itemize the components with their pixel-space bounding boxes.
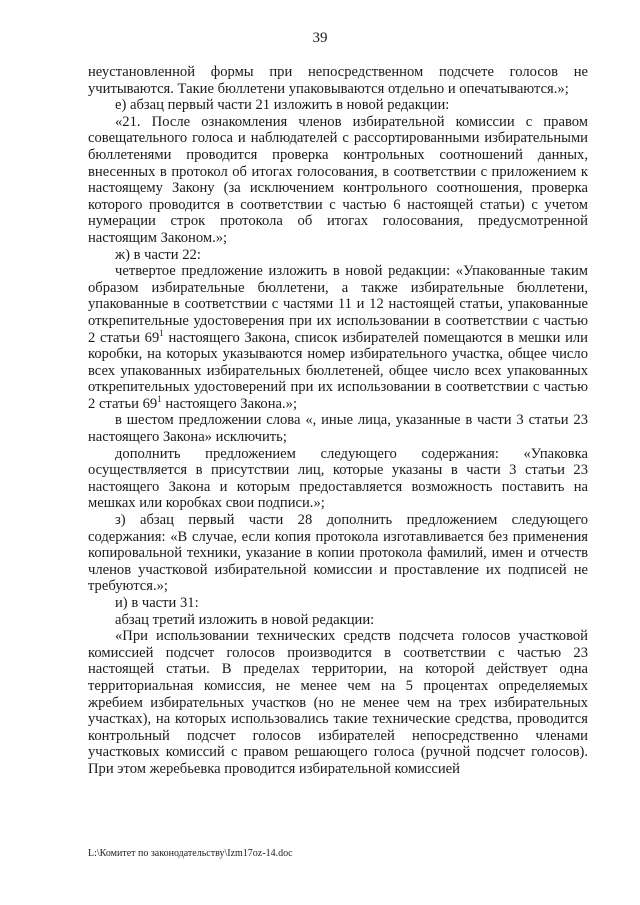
paragraph: ж) в части 22:: [115, 246, 201, 263]
paragraph-text: настоящего Закона, список избирателей помещаются в мешки или коробки, на которых указываются номер избирательного участка, общее число всех упакованных избирательных бюллетеней, общее число всех упакованных открепительных удостоверений при их использовании в соответствии с частью 2 статьи 69: [88, 329, 588, 412]
file-path-footer: L:\Комитет по законодательству\Izm17oz-14.doc: [88, 848, 293, 859]
paragraph: з) абзац первый части 28 дополнить предложением следующего содержания: «В случае, если копия протокола изготавливается без применения копировальной техники, указание в копии протокола фамилий, имен и отчеств членов участковой избирательной комиссии и проставление их подписей не требуются.»;: [88, 512, 588, 595]
paragraph-text: настоящего Закона.»;: [161, 395, 298, 412]
superscript: 1: [159, 327, 164, 338]
paragraph: «21. После ознакомления членов избирательной комиссии с правом совещательного голоса и наблюдателей с рассортированными избирательными бюллетенями проводится проверка контрольных соотношений данных, внесенных в протокол об итогах голосования, в соответствии с приложением к настоящему Закону (за исключением контрольного соотношения, проверка которого проводится в соответствии с частью 6 настоящей статьи) с учетом нумерации строк протокола об итогах голосования, предусмотренной настоящим Законом.»;: [88, 113, 588, 246]
paragraph: [88, 263, 588, 412]
paragraph: в шестом предложении слова «, иные лица, указанные в части 3 статьи 23 настоящего Закона» исключить;: [88, 412, 588, 446]
paragraph: дополнить предложением следующего содержания: «Упаковка осуществляется в присутствии лиц, которые указаны в части 3 статьи 23 настоящего Закона и которым предоставляется возможность поставить на мешках или коробках свои подписи.»;: [88, 445, 588, 512]
paragraph: и) в части 31:: [115, 595, 199, 611]
paragraph: е) абзац первый части 21 изложить в новой редакции:: [115, 97, 450, 114]
paragraph: «При использовании технических средств подсчета голосов участковой комиссией подсчет голосов производится в соответствии с частью 23 настоящей статьи. В пределах территории, на которой действует одна территориальная комиссия, не менее чем на 5 процентах определяемых жребием избирательных участков (но не менее чем на трех избирательных участках), на которых использовались такие технические средства, проводится контрольный подсчет голосов избирателей непосредственно членами участковых комиссий с правом решающего голоса (ручной подсчет голосов). При этом жеребьевка проводится избирательной комиссией: [88, 628, 588, 777]
page-number: 39: [312, 30, 328, 46]
document-body: [88, 64, 588, 778]
paragraph: неустановленной формы при непосредственном подсчете голосов не учитываются. Такие бюллетени упаковываются отдельно и опечатываются.»;: [88, 64, 588, 97]
superscript: 1: [157, 394, 162, 405]
paragraph-text: четвертое предложение изложить в новой редакции: «Упакованные таким образом избирательные бюллетени, а также избирательные бюллетени, упакованные в соответствии с частями 11 и 12 настоящей статьи, упакованные открепительные удостоверения при их использовании в соответствии с частью 2 статьи 69: [88, 263, 588, 346]
paragraph: абзац третий изложить в новой редакции:: [115, 611, 375, 628]
